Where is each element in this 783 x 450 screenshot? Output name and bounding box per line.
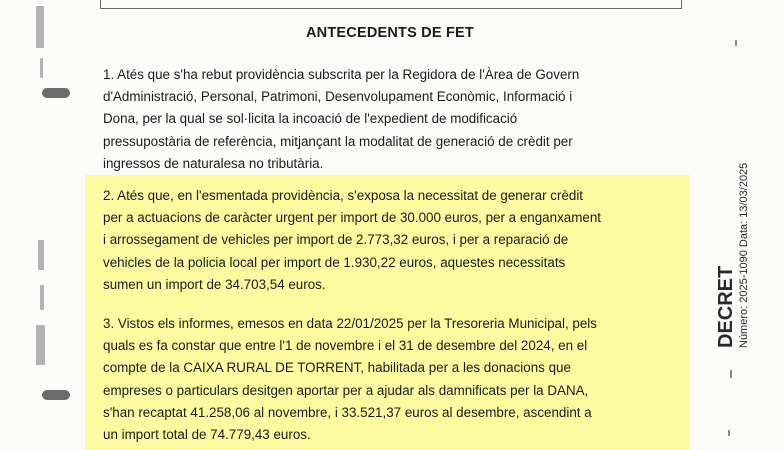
- scan-artifact: [728, 430, 730, 436]
- stamp-number-date: Número: 2025-1090 Data: 13/03/2025: [738, 162, 750, 348]
- scan-left-margin: [0, 0, 90, 450]
- paragraph-line: ingressos de naturalesa no tributària.: [103, 155, 324, 171]
- paragraph-line: empreses o particulars desitgen aportar per a ajudar als damnificats per la DANA,: [103, 382, 589, 398]
- paragraph-line: i arrossegament de vehicles per import de 2.773,32 euros, i per a reparació de: [103, 232, 569, 248]
- paragraph-line: compte de la CAIXA RURAL DE TORRENT, habilitada per a les donacions que: [103, 360, 571, 376]
- paragraph-line: per a actuacions de caràcter urgent per import de 30.000 euros, per a enganxament: [103, 210, 601, 226]
- paragraph-line: 2. Atés que, en l'esmentada providència, s'exposa la necessitat de generar crèdit: [103, 188, 584, 203]
- paragraph-2: [103, 185, 680, 296]
- paragraph-line: pressupostària de referència, mitjançant la modalitat de generació de crèdit per: [103, 133, 573, 149]
- paragraph-3: [103, 313, 680, 446]
- paragraph-1: [103, 64, 680, 175]
- punch-hole: [42, 390, 70, 400]
- paragraph-line: un import total de 74.779,43 euros.: [103, 427, 311, 443]
- stamp-title: DECRET: [715, 265, 737, 348]
- section-title: ANTECEDENTS DE FET: [306, 25, 474, 41]
- paragraph-line: Dona, per la qual se sol·licita la incoació de l'expedient de modificació: [103, 111, 518, 127]
- paragraph-line: sumen un import de 34.703,54 euros.: [103, 276, 326, 292]
- scan-artifact: [735, 40, 737, 46]
- paragraph-line: 1. Atés que s'ha rebut providència subscrita per la Regidora de l'Àrea de Govern: [103, 67, 580, 82]
- punch-hole: [42, 88, 70, 98]
- paragraph-line: s'han recaptat 41.258,06 al novembre, i 33.521,37 euros al desembre, ascendint a: [103, 404, 592, 420]
- paragraph-line: vehicles de la policia local per import de 1.930,22 euros, aquestes necessitats: [103, 254, 566, 270]
- paragraph-line: quals es fa constar que entre l'1 de novembre i el 31 de desembre del 2024, en el: [103, 338, 588, 354]
- paragraph-line: 3. Vistos els informes, emesos en data 22/01/2025 per la Tresoreria Municipal, pels: [103, 316, 597, 331]
- paragraph-line: d'Administració, Personal, Patrimoni, Desenvolupament Econòmic, Informació i: [103, 89, 573, 105]
- header-box-border: [100, 0, 682, 9]
- scan-artifact: [730, 370, 732, 378]
